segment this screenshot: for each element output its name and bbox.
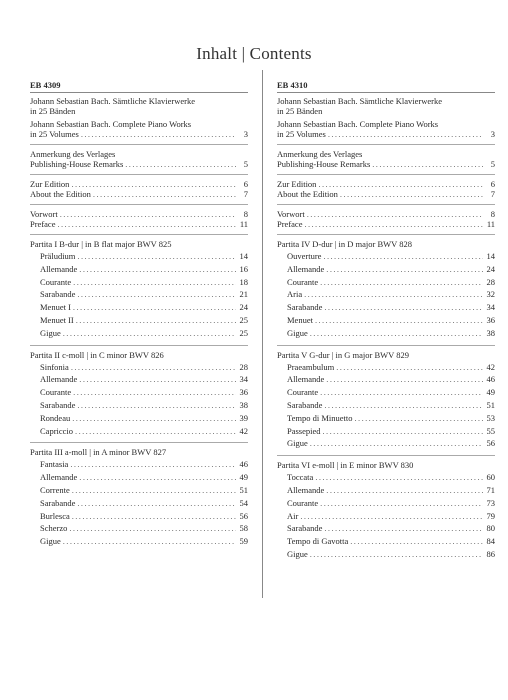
- page-number: 28: [239, 361, 248, 372]
- movement-entry[interactable]: [40, 412, 248, 425]
- intro-line: Johann Sebastian Bach. Complete Piano Works: [277, 119, 439, 129]
- entry-label: Preface: [30, 219, 56, 229]
- page-number: 25: [239, 327, 248, 338]
- movement-entry[interactable]: [40, 471, 248, 484]
- volume-code: EB 4309: [30, 80, 61, 90]
- entry-label: Fantasia: [40, 459, 69, 470]
- dot-leader: [315, 314, 483, 327]
- entry-label: Sarabande: [287, 302, 323, 313]
- movement-entry[interactable]: [287, 412, 495, 425]
- dot-leader: [81, 129, 236, 139]
- dot-leader: [125, 159, 236, 169]
- partita-heading: Partita III a-moll | in A minor BWV 827: [30, 447, 167, 458]
- movement-entry[interactable]: [287, 263, 495, 276]
- dot-leader: [79, 471, 236, 484]
- movement-entry[interactable]: [40, 250, 248, 263]
- entry-label: Allemande: [287, 263, 325, 274]
- entry-label: Sinfonia: [40, 361, 69, 372]
- partita-heading: Partita IV D-dur | in D major BWV 828: [277, 239, 413, 249]
- dot-leader: [60, 209, 236, 219]
- movement-entry[interactable]: [287, 548, 495, 561]
- dot-leader: [326, 263, 483, 276]
- page-number: 79: [486, 510, 495, 521]
- movement-entry[interactable]: [40, 288, 248, 301]
- dot-leader: [70, 458, 236, 471]
- entry-label: Courante: [287, 497, 319, 508]
- entry-label: Gigue: [287, 548, 308, 559]
- entry-label: in 25 Volumes: [30, 129, 79, 139]
- dot-leader: [323, 425, 483, 438]
- dot-leader: [355, 412, 483, 425]
- page-number: 14: [239, 251, 248, 261]
- page-number: 80: [486, 523, 495, 534]
- entry-label: Vorwort: [30, 209, 58, 219]
- toc-entry[interactable]: [30, 209, 248, 219]
- page-number: 6: [243, 179, 248, 189]
- page-number: 25: [239, 314, 248, 325]
- dot-leader: [57, 219, 236, 229]
- entry-label: About the Edition: [30, 189, 91, 199]
- dot-leader: [75, 425, 236, 438]
- partita-heading: Partita II c-moll | in C minor BWV 826: [30, 349, 164, 360]
- dot-leader: [326, 373, 483, 386]
- entry-label: Allemande: [287, 484, 325, 495]
- page-number: 21: [239, 289, 248, 300]
- entry-label: Menuet: [287, 314, 313, 325]
- page-number: 49: [486, 387, 495, 398]
- entry-label: Allemande: [40, 374, 78, 385]
- movement-entry[interactable]: [40, 386, 248, 399]
- entry-label: Gigue: [40, 327, 61, 338]
- entry-label: Tempo di Gavotta: [287, 536, 349, 547]
- page-number: 18: [239, 276, 248, 287]
- entry-label: Capriccio: [40, 425, 74, 436]
- movement-entry[interactable]: [40, 458, 248, 471]
- divider: [30, 92, 248, 93]
- page-number: 46: [486, 374, 495, 385]
- dot-leader: [77, 497, 236, 510]
- page-number: 49: [239, 472, 248, 483]
- dot-leader: [315, 471, 483, 484]
- dot-leader: [77, 399, 236, 412]
- page-number: 3: [243, 129, 248, 139]
- movement-entry[interactable]: [287, 276, 495, 289]
- dot-leader: [79, 373, 236, 386]
- page-number: 7: [243, 189, 248, 199]
- divider: [277, 174, 495, 175]
- dot-leader: [72, 484, 236, 497]
- entry-label: Gigue: [287, 438, 308, 449]
- dot-leader: [304, 288, 483, 301]
- page-number: 36: [239, 387, 248, 398]
- page-number: 24: [239, 302, 248, 313]
- page-number: 16: [239, 263, 248, 274]
- movement-entry[interactable]: [287, 471, 495, 484]
- divider: [30, 144, 248, 145]
- entry-label: Aria: [287, 289, 303, 300]
- entry-label: Sarabande: [40, 497, 76, 508]
- page-number: 51: [239, 484, 248, 495]
- entry-label: Sarabande: [287, 523, 323, 534]
- page-number: 32: [486, 289, 495, 300]
- intro-line: Johann Sebastian Bach. Complete Piano Works: [30, 119, 192, 129]
- entry-label: Ouverture: [287, 251, 322, 261]
- entry-label: About the Edition: [277, 189, 338, 199]
- page-number: 71: [486, 484, 495, 495]
- movement-entry[interactable]: [40, 425, 248, 438]
- entry-label: Gigue: [287, 327, 308, 338]
- partita-heading: Partita V G-dur | in G major BWV 829: [277, 349, 410, 360]
- dot-leader: [310, 437, 483, 450]
- entry-label: Praeambulum: [287, 361, 335, 372]
- dot-leader: [326, 484, 483, 497]
- entry-label: Allemande: [40, 263, 78, 274]
- dot-leader: [350, 535, 483, 548]
- page-number: 39: [239, 412, 248, 423]
- movement-entry[interactable]: [40, 399, 248, 412]
- page-number: 42: [239, 425, 248, 436]
- partita-heading: Partita VI e-moll | in E minor BWV 830: [277, 460, 414, 471]
- toc-entry[interactable]: [30, 179, 248, 189]
- intro-line: in 25 Bänden: [30, 106, 76, 116]
- dot-leader: [320, 386, 483, 399]
- dot-leader: [320, 497, 483, 510]
- movement-entry[interactable]: [287, 386, 495, 399]
- remarks-de: Anmerkung des Verlages: [30, 149, 116, 159]
- page-number: 54: [239, 497, 248, 508]
- dot-leader: [310, 548, 483, 561]
- movement-entry[interactable]: [287, 361, 495, 374]
- movement-entry[interactable]: [40, 497, 248, 510]
- page-number: 56: [239, 510, 248, 521]
- dot-leader: [93, 189, 236, 199]
- entry-label: Präludium: [40, 251, 76, 261]
- entry-label: Menuet II: [40, 314, 74, 325]
- page-number: 46: [239, 459, 248, 470]
- toc-entry[interactable]: [277, 209, 495, 219]
- movement-entry[interactable]: [287, 437, 495, 450]
- movement-entry[interactable]: [40, 484, 248, 497]
- movement-entry[interactable]: [40, 276, 248, 289]
- entry-label: Scherzo: [40, 523, 68, 534]
- movement-entry[interactable]: [40, 522, 248, 535]
- movement-entry[interactable]: [287, 288, 495, 301]
- entry-label: Zur Edition: [30, 179, 70, 189]
- page-number: 24: [486, 263, 495, 274]
- dot-leader: [73, 386, 236, 399]
- toc-entry-remarks[interactable]: [277, 159, 495, 169]
- movement-entry[interactable]: [40, 314, 248, 327]
- page-number: 28: [486, 276, 495, 287]
- entry-label: Vorwort: [277, 209, 305, 219]
- dot-leader: [76, 314, 236, 327]
- toc-entry-intro[interactable]: [30, 129, 248, 139]
- movement-entry[interactable]: [287, 373, 495, 386]
- entry-label: Preface: [277, 219, 303, 229]
- dot-leader: [310, 327, 483, 340]
- dot-leader: [324, 301, 483, 314]
- dot-leader: [77, 288, 236, 301]
- entry-label: Air: [287, 510, 299, 521]
- intro-line: Johann Sebastian Bach. Sämtliche Klavierwerke: [277, 96, 442, 106]
- page-number: 7: [490, 189, 495, 199]
- movement-entry[interactable]: [40, 301, 248, 314]
- dot-leader: [328, 129, 483, 139]
- page-number: 38: [486, 327, 495, 338]
- toc-entry[interactable]: [277, 219, 495, 229]
- divider: [277, 455, 495, 456]
- dot-leader: [72, 412, 236, 425]
- page-number: 36: [486, 314, 495, 325]
- entry-label: Menuet I: [40, 302, 71, 313]
- page-number: 73: [486, 497, 495, 508]
- dot-leader: [336, 361, 483, 374]
- movement-entry[interactable]: [40, 327, 248, 340]
- page-number: 59: [239, 536, 248, 547]
- dot-leader: [79, 263, 236, 276]
- movement-entry[interactable]: [287, 327, 495, 340]
- page-number: 11: [239, 219, 248, 229]
- entry-label: Sarabande: [40, 289, 76, 300]
- movement-entry[interactable]: [287, 484, 495, 497]
- page-number: 3: [490, 129, 495, 139]
- page-number: 14: [486, 251, 495, 261]
- movement-entry[interactable]: [287, 522, 495, 535]
- movement-entry[interactable]: [287, 314, 495, 327]
- movement-entry[interactable]: [287, 425, 495, 438]
- page-number: 5: [490, 159, 495, 169]
- dot-leader: [372, 159, 483, 169]
- dot-leader: [73, 276, 236, 289]
- divider: [277, 345, 495, 346]
- entry-label: Courante: [287, 387, 319, 398]
- entry-label: Publishing-House Remarks: [277, 159, 371, 169]
- dot-leader: [73, 301, 236, 314]
- entry-label: Sarabande: [287, 399, 323, 410]
- divider: [277, 144, 495, 145]
- dot-leader: [307, 209, 483, 219]
- entry-label: Sarabande: [40, 399, 76, 410]
- entry-label: Rondeau: [40, 412, 71, 423]
- dot-leader: [300, 510, 483, 523]
- entry-label: Courante: [40, 276, 72, 287]
- dot-leader: [71, 361, 236, 374]
- volume-code: EB 4310: [277, 80, 308, 90]
- entry-label: Passepied: [287, 425, 321, 436]
- movement-entry[interactable]: [40, 361, 248, 374]
- entry-label: Gigue: [40, 536, 61, 547]
- entry-label: in 25 Volumes: [277, 129, 326, 139]
- entry-label: Tempo di Minuetto: [287, 412, 353, 423]
- dot-leader: [318, 179, 483, 189]
- toc-entry[interactable]: [30, 219, 248, 229]
- page-number: 6: [490, 179, 495, 189]
- movement-entry[interactable]: [287, 510, 495, 523]
- divider: [277, 92, 495, 93]
- dot-leader: [324, 399, 483, 412]
- page-number: 11: [486, 219, 495, 229]
- toc-entry[interactable]: [277, 179, 495, 189]
- entry-label: Corrente: [40, 484, 70, 495]
- movement-entry[interactable]: [287, 497, 495, 510]
- movement-entry[interactable]: [40, 535, 248, 548]
- movement-entry[interactable]: [40, 373, 248, 386]
- page-number: 38: [239, 399, 248, 410]
- divider: [277, 204, 495, 205]
- page-number: 42: [486, 361, 495, 372]
- divider: [30, 345, 248, 346]
- column-divider: [262, 70, 263, 598]
- entry-label: Allemande: [287, 374, 325, 385]
- toc-entry[interactable]: [277, 189, 495, 199]
- toc-column-right: [277, 78, 495, 561]
- movement-entry[interactable]: [287, 535, 495, 548]
- dot-leader: [77, 250, 236, 263]
- partita-heading: Partita I B-dur | in B flat major BWV 825: [30, 239, 172, 249]
- dot-leader: [63, 327, 236, 340]
- page-number: 53: [486, 412, 495, 423]
- page-number: 34: [239, 374, 248, 385]
- page-number: 56: [486, 438, 495, 449]
- page-number: 5: [243, 159, 248, 169]
- page-number: 60: [486, 472, 495, 483]
- movement-entry[interactable]: [287, 399, 495, 412]
- page-number: 8: [243, 209, 248, 219]
- entry-label: Courante: [40, 387, 72, 398]
- toc-column-left: [30, 78, 248, 548]
- dot-leader: [63, 535, 236, 548]
- dot-leader: [304, 219, 483, 229]
- dot-leader: [69, 522, 236, 535]
- entry-label: Allemande: [40, 472, 78, 483]
- page-number: 58: [239, 523, 248, 534]
- page-number: 84: [486, 536, 495, 547]
- toc-entry-intro[interactable]: [277, 129, 495, 139]
- page-number: 8: [490, 209, 495, 219]
- dot-leader: [71, 179, 236, 189]
- toc-entry[interactable]: [30, 189, 248, 199]
- toc-entry-remarks[interactable]: [30, 159, 248, 169]
- entry-label: Courante: [287, 276, 319, 287]
- remarks-de: Anmerkung des Verlages: [277, 149, 363, 159]
- intro-line: Johann Sebastian Bach. Sämtliche Klavierwerke: [30, 96, 195, 106]
- intro-line: in 25 Bänden: [277, 106, 323, 116]
- dot-leader: [324, 522, 483, 535]
- movement-entry[interactable]: [40, 263, 248, 276]
- divider: [30, 174, 248, 175]
- dot-leader: [340, 189, 483, 199]
- divider: [30, 204, 248, 205]
- movement-entry[interactable]: [287, 301, 495, 314]
- divider: [30, 234, 248, 235]
- entry-label: Burlesca: [40, 510, 70, 521]
- movement-entry[interactable]: [40, 510, 248, 523]
- page-number: 55: [486, 425, 495, 436]
- entry-label: Toccata: [287, 472, 314, 483]
- divider: [277, 234, 495, 235]
- page-number: 86: [486, 548, 495, 559]
- entry-label: Zur Edition: [277, 179, 317, 189]
- page-number: 51: [486, 399, 495, 410]
- dot-leader: [72, 510, 236, 523]
- page-title: Inhalt | Contents: [196, 44, 312, 63]
- movement-entry[interactable]: [287, 250, 495, 263]
- entry-label: Publishing-House Remarks: [30, 159, 124, 169]
- dot-leader: [323, 250, 483, 263]
- divider: [30, 442, 248, 443]
- dot-leader: [320, 276, 483, 289]
- page-number: 34: [486, 302, 495, 313]
